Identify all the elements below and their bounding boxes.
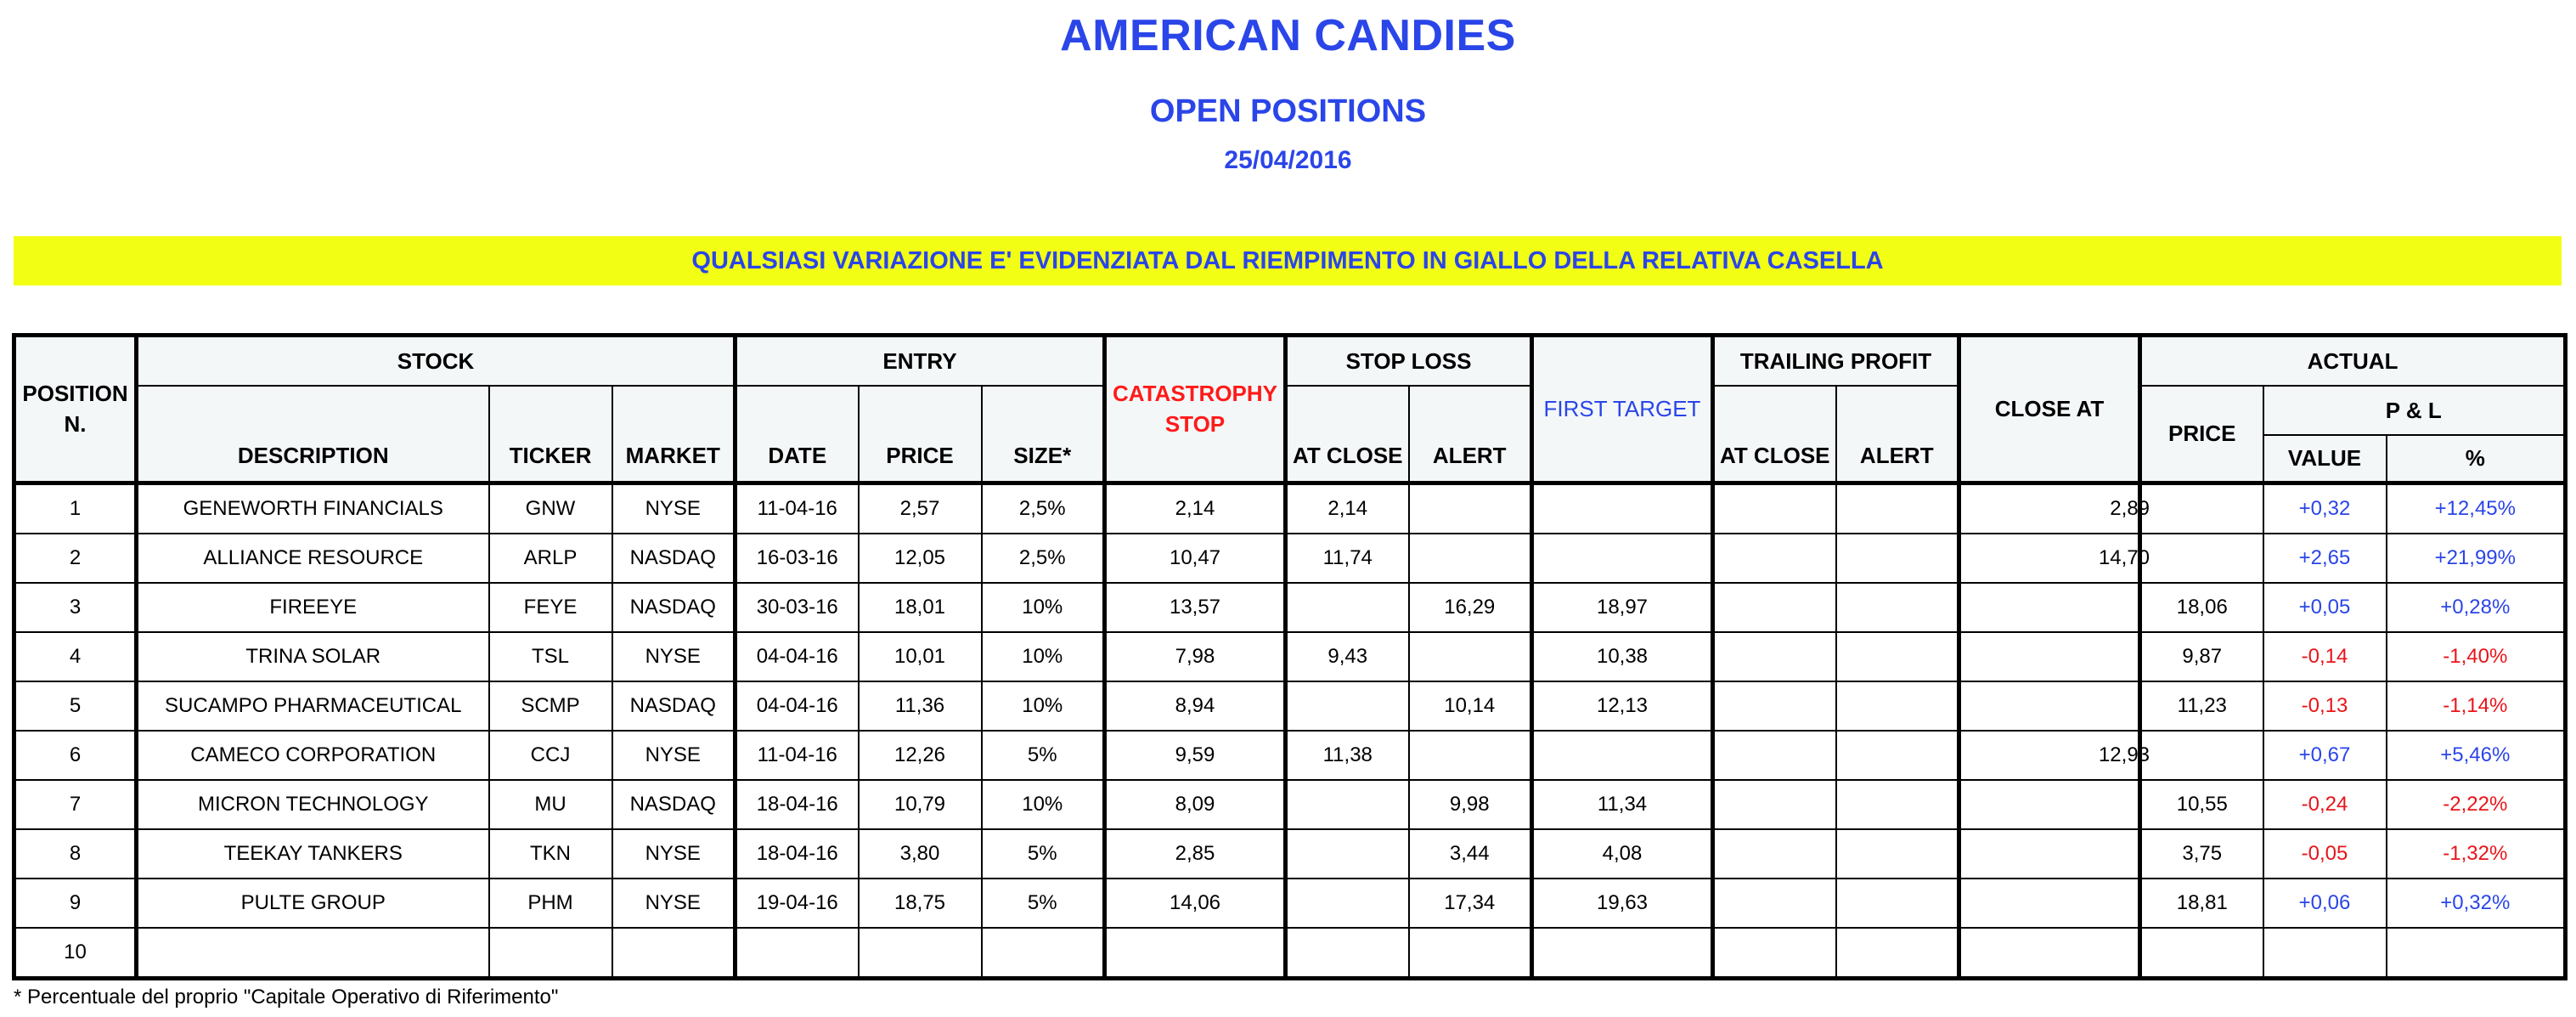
trailing-profit-at-close <box>1713 928 1836 979</box>
pl-percent: -1,32% <box>2387 829 2566 879</box>
open-positions-table <box>12 333 2568 980</box>
table-row <box>14 780 2566 829</box>
stop-loss-at-close <box>1286 829 1409 879</box>
catastrophy-stop: 10,47 <box>1105 534 1286 583</box>
stock-ticker: MU <box>489 780 612 829</box>
header-sl-alert: ALERT <box>1409 386 1532 483</box>
pl-value: +2,65 <box>2263 534 2387 583</box>
pl-percent: +5,46% <box>2387 731 2566 780</box>
trailing-profit-alert <box>1836 681 1959 731</box>
position-number: 8 <box>14 829 137 879</box>
pl-percent: +0,28% <box>2387 583 2566 632</box>
trailing-profit-at-close <box>1713 483 1836 534</box>
report-date: 25/04/2016 <box>1224 146 1352 174</box>
actual-price <box>2140 534 2263 583</box>
actual-price: 18,06 <box>2140 583 2263 632</box>
header-first-target: FIRST TARGET <box>1532 336 1713 483</box>
entry-size: 2,5% <box>982 483 1105 534</box>
trailing-profit-at-close <box>1713 731 1836 780</box>
stop-loss-alert: 9,98 <box>1409 780 1532 829</box>
actual-price: 3,75 <box>2140 829 2263 879</box>
trailing-profit-alert <box>1836 829 1959 879</box>
stop-loss-alert <box>1409 632 1532 681</box>
pl-value: -0,05 <box>2263 829 2387 879</box>
catastrophy-stop: 8,94 <box>1105 681 1286 731</box>
stop-loss-at-close: 11,74 <box>1286 534 1409 583</box>
entry-price <box>859 928 982 979</box>
stock-market: NYSE <box>612 829 736 879</box>
header-entry-date: DATE <box>736 386 859 483</box>
entry-size: 10% <box>982 780 1105 829</box>
catastrophy-stop: 7,98 <box>1105 632 1286 681</box>
entry-date: 04-04-16 <box>736 632 859 681</box>
pl-percent: +21,99% <box>2387 534 2566 583</box>
entry-date: 11-04-16 <box>736 483 859 534</box>
trailing-profit-at-close <box>1713 534 1836 583</box>
position-number: 7 <box>14 780 137 829</box>
table-row <box>14 829 2566 879</box>
trailing-profit-alert <box>1836 731 1959 780</box>
stop-loss-alert <box>1409 483 1532 534</box>
pl-value: -0,13 <box>2263 681 2387 731</box>
trailing-profit-alert <box>1836 632 1959 681</box>
stock-description: FIREEYE <box>137 583 489 632</box>
position-number: 10 <box>14 928 137 979</box>
catastrophy-stop <box>1105 928 1286 979</box>
stock-market: NASDAQ <box>612 534 736 583</box>
stock-description: TEEKAY TANKERS <box>137 829 489 879</box>
entry-price: 10,01 <box>859 632 982 681</box>
first-target: 4,08 <box>1532 829 1713 879</box>
trailing-profit-alert <box>1836 780 1959 829</box>
pl-percent: -2,22% <box>2387 780 2566 829</box>
pl-value: +0,06 <box>2263 879 2387 928</box>
header-close-at: CLOSE AT <box>1959 336 2140 483</box>
trailing-profit-at-close <box>1713 829 1836 879</box>
pl-percent <box>2387 928 2566 979</box>
close-at <box>1959 731 2150 780</box>
header-size: SIZE* <box>982 386 1105 483</box>
page-title: AMERICAN CANDIES <box>1060 11 1516 60</box>
catastrophy-stop: 8,09 <box>1105 780 1286 829</box>
header-tp-at-close: AT CLOSE <box>1713 386 1836 483</box>
close-at <box>1959 780 2140 829</box>
stock-description: PULTE GROUP <box>137 879 489 928</box>
pl-percent: +12,45% <box>2387 483 2566 534</box>
entry-size: 5% <box>982 879 1105 928</box>
pl-value <box>2263 928 2387 979</box>
entry-price: 12,26 <box>859 731 982 780</box>
entry-date: 19-04-16 <box>736 879 859 928</box>
close-at <box>1959 583 2140 632</box>
stop-loss-at-close <box>1286 879 1409 928</box>
entry-price: 3,80 <box>859 829 982 879</box>
stop-loss-at-close: 9,43 <box>1286 632 1409 681</box>
stock-description: SUCAMPO PHARMACEUTICAL <box>137 681 489 731</box>
actual-price: 10,55 <box>2140 780 2263 829</box>
stop-loss-alert: 10,14 <box>1409 681 1532 731</box>
stop-loss-alert: 3,44 <box>1409 829 1532 879</box>
stock-market: NYSE <box>612 879 736 928</box>
actual-price: 11,23 <box>2140 681 2263 731</box>
stock-ticker: GNW <box>489 483 612 534</box>
stop-loss-alert: 17,34 <box>1409 879 1532 928</box>
stock-description: MICRON TECHNOLOGY <box>137 780 489 829</box>
first-target <box>1532 731 1713 780</box>
trailing-profit-alert <box>1836 534 1959 583</box>
stop-loss-alert <box>1409 731 1532 780</box>
header-entry: ENTRY <box>736 336 1105 387</box>
position-number: 6 <box>14 731 137 780</box>
stop-loss-alert: 16,29 <box>1409 583 1532 632</box>
stock-market: NYSE <box>612 483 736 534</box>
stock-description <box>137 928 489 979</box>
header-stop-loss: STOP LOSS <box>1286 336 1532 387</box>
table-row <box>14 879 2566 928</box>
header-pl-value: VALUE <box>2263 435 2387 483</box>
pl-value: -0,24 <box>2263 780 2387 829</box>
stop-loss-at-close <box>1286 780 1409 829</box>
trailing-profit-at-close <box>1713 879 1836 928</box>
catastrophy-stop: 2,14 <box>1105 483 1286 534</box>
stock-ticker: SCMP <box>489 681 612 731</box>
table-row <box>14 731 2566 780</box>
actual-price: 18,81 <box>2140 879 2263 928</box>
pl-value: +0,67 <box>2263 731 2387 780</box>
entry-price: 2,57 <box>859 483 982 534</box>
catastrophy-stop: 9,59 <box>1105 731 1286 780</box>
position-number: 2 <box>14 534 137 583</box>
table-row <box>14 928 2566 979</box>
stock-ticker: PHM <box>489 879 612 928</box>
stock-description: CAMECO CORPORATION <box>137 731 489 780</box>
first-target: 19,63 <box>1532 879 1713 928</box>
stock-ticker: CCJ <box>489 731 612 780</box>
header-catastrophy-stop: CATASTROPHY STOP <box>1105 336 1286 483</box>
first-target: 12,13 <box>1532 681 1713 731</box>
entry-date <box>736 928 859 979</box>
entry-date: 18-04-16 <box>736 780 859 829</box>
trailing-profit-alert <box>1836 928 1959 979</box>
footnote: * Percentuale del proprio "Capitale Operativo di Riferimento" <box>14 986 559 1009</box>
entry-price: 18,01 <box>859 583 982 632</box>
actual-price <box>2140 928 2263 979</box>
table-row <box>14 534 2566 583</box>
stock-ticker <box>489 928 612 979</box>
pl-percent: -1,40% <box>2387 632 2566 681</box>
header-sl-at-close: AT CLOSE <box>1286 386 1409 483</box>
stock-ticker: TSL <box>489 632 612 681</box>
trailing-profit-at-close <box>1713 583 1836 632</box>
pl-percent: +0,32% <box>2387 879 2566 928</box>
pl-value: +0,32 <box>2263 483 2387 534</box>
entry-date: 04-04-16 <box>736 681 859 731</box>
actual-price <box>2140 483 2263 534</box>
trailing-profit-alert <box>1836 483 1959 534</box>
first-target <box>1532 483 1713 534</box>
first-target <box>1532 534 1713 583</box>
entry-size: 10% <box>982 681 1105 731</box>
entry-price: 10,79 <box>859 780 982 829</box>
stop-loss-alert <box>1409 534 1532 583</box>
stock-market: NYSE <box>612 632 736 681</box>
header-entry-price: PRICE <box>859 386 982 483</box>
header-market: MARKET <box>612 386 736 483</box>
first-target: 18,97 <box>1532 583 1713 632</box>
stop-loss-alert <box>1409 928 1532 979</box>
close-at <box>1959 483 2150 534</box>
entry-size: 10% <box>982 583 1105 632</box>
entry-price: 18,75 <box>859 879 982 928</box>
first-target: 10,38 <box>1532 632 1713 681</box>
close-at <box>1959 928 2140 979</box>
stop-loss-at-close: 2,14 <box>1286 483 1409 534</box>
close-at-value: 2,89 <box>2110 496 2150 520</box>
pl-value: +0,05 <box>2263 583 2387 632</box>
entry-date: 18-04-16 <box>736 829 859 879</box>
catastrophy-stop: 13,57 <box>1105 583 1286 632</box>
stock-market: NASDAQ <box>612 583 736 632</box>
position-number: 9 <box>14 879 137 928</box>
first-target: 11,34 <box>1532 780 1713 829</box>
pl-percent: -1,14% <box>2387 681 2566 731</box>
entry-size: 5% <box>982 731 1105 780</box>
trailing-profit-at-close <box>1713 681 1836 731</box>
entry-size: 10% <box>982 632 1105 681</box>
page-subtitle: OPEN POSITIONS <box>1149 93 1427 129</box>
close-at <box>1959 879 2140 928</box>
stock-description: ALLIANCE RESOURCE <box>137 534 489 583</box>
stock-ticker: ARLP <box>489 534 612 583</box>
actual-price: 9,87 <box>2140 632 2263 681</box>
table-row <box>14 483 2566 534</box>
header-trailing-profit: TRAILING PROFIT <box>1713 336 1959 387</box>
table-row <box>14 681 2566 731</box>
stock-market: NASDAQ <box>612 780 736 829</box>
header-position: POSITION N. <box>14 336 137 483</box>
entry-price: 12,05 <box>859 534 982 583</box>
entry-date: 11-04-16 <box>736 731 859 780</box>
position-number: 5 <box>14 681 137 731</box>
trailing-profit-alert <box>1836 879 1959 928</box>
highlight-notice-banner: QUALSIASI VARIAZIONE E' EVIDENZIATA DAL RIEMPIMENTO IN GIALLO DELLA RELATIVA CASELLA <box>14 236 2562 285</box>
header-ticker: TICKER <box>489 386 612 483</box>
stock-ticker: TKN <box>489 829 612 879</box>
position-number: 1 <box>14 483 137 534</box>
header-pl: P & L <box>2263 386 2566 435</box>
header-actual: ACTUAL <box>2140 336 2566 387</box>
stock-description: TRINA SOLAR <box>137 632 489 681</box>
first-target <box>1532 928 1713 979</box>
stop-loss-at-close <box>1286 928 1409 979</box>
actual-price <box>2140 731 2263 780</box>
close-at-value: 12,93 <box>2098 743 2150 766</box>
trailing-profit-at-close <box>1713 780 1836 829</box>
stock-market: NASDAQ <box>612 681 736 731</box>
stock-market: NYSE <box>612 731 736 780</box>
close-at-value: 14,70 <box>2098 545 2150 569</box>
pl-value: -0,14 <box>2263 632 2387 681</box>
position-number: 3 <box>14 583 137 632</box>
stop-loss-at-close <box>1286 681 1409 731</box>
close-at <box>1959 681 2140 731</box>
catastrophy-stop: 2,85 <box>1105 829 1286 879</box>
entry-size: 5% <box>982 829 1105 879</box>
header-pl-pct: % <box>2387 435 2566 483</box>
close-at <box>1959 534 2150 583</box>
stock-market <box>612 928 736 979</box>
stop-loss-at-close <box>1286 583 1409 632</box>
position-number: 4 <box>14 632 137 681</box>
entry-date: 30-03-16 <box>736 583 859 632</box>
header-stock: STOCK <box>137 336 736 387</box>
close-at <box>1959 632 2140 681</box>
entry-date: 16-03-16 <box>736 534 859 583</box>
stop-loss-at-close: 11,38 <box>1286 731 1409 780</box>
close-at <box>1959 829 2140 879</box>
entry-price: 11,36 <box>859 681 982 731</box>
stock-ticker: FEYE <box>489 583 612 632</box>
trailing-profit-alert <box>1836 583 1959 632</box>
catastrophy-stop: 14,06 <box>1105 879 1286 928</box>
header-description: DESCRIPTION <box>137 386 489 483</box>
table-row <box>14 632 2566 681</box>
header-tp-alert: ALERT <box>1836 386 1959 483</box>
entry-size <box>982 928 1105 979</box>
stock-description: GENEWORTH FINANCIALS <box>137 483 489 534</box>
entry-size: 2,5% <box>982 534 1105 583</box>
header-actual-price: PRICE <box>2140 386 2263 483</box>
table-row <box>14 583 2566 632</box>
trailing-profit-at-close <box>1713 632 1836 681</box>
